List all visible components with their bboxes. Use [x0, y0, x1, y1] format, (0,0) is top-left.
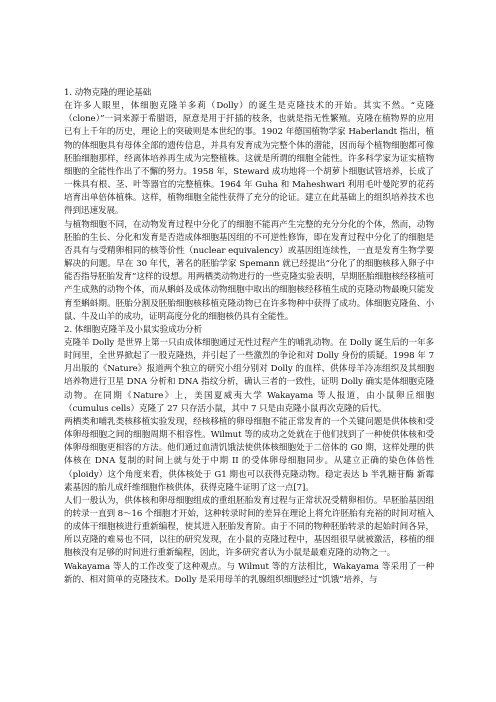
document-page — [64, 87, 434, 587]
paragraph-4: 两栖类和哺乳类核移植实验发现，经核移植的卵母细胞不能正常发育的一个关键问题是供体核和受体卵母细胞之间的细胞周期不相容性。Wilmut 等的成功之处就在于他们找到了一种使供体核和受体卵母细胞更相容的方法。他们通过血清饥饿法使供体核细胞处于二倍体的 G0 期，这样处理的供体核在 DNA 复制的时间上就与处于中期 II 的受体卵母细胞同步。从建立正确的染色体倍性（ploidy）这个角度来看，供体核处于 G1 期也可以获得克隆动物。稳定表达 b 半乳糖苷酶 新霉素基因的胎儿成纤维细胞作核供体，获得克隆牛证明了这一点[7]。 — [64, 416, 434, 493]
paragraph-1: 在许多人眼里，体细胞克隆羊多莉（Dolly）的诞生是克隆技术的开始。其实不然。“克隆（clone）”一词来源于希腊语，原意是用于扦插的枝条，也就是指无性繁殖。克隆在植物界的应用已有上千年的历史，理论上的突破则是本世纪的事。1902 年德国植物学家 Haberlandt 指出，植物的体细胞具有母体全部的遗传信息，并具有发育成为完整个体的潜能，因而每个植物细胞都可像胚胎细胞那样，经离体培养再生成为完整植株。这就是所谓的细胞全能性。许多科学家为证实植物细胞的全能性作出了不懈的努力。1958 年，Steward 成功地将一个胡萝卜细胞试管培养，长成了一株具有根、茎、叶等器官的完整植株。1964 年 Guha 和 Maheshwari 利用毛叶曼陀罗的花药培育出单倍体植株。这样，植物细胞全能性获得了充分的论证。建立在此基础上的组织培养技术也得到迅速发展。 — [64, 101, 434, 217]
section-heading-2: 2. 体细胞克隆羊及小鼠实验成功分析 — [64, 324, 203, 335]
paragraph-6: Wakayama 等人的工作改变了这种观点。与 Wilmut 等的方法相比，Wakayama 等采用了一种新的、相对简单的克隆技术。Dolly 是采用母羊的乳腺组织细胞经过“饥饿”培养，与 — [64, 561, 434, 585]
section-heading-1: 1. 动物克隆的理论基础 — [64, 88, 152, 98]
paragraph-3: 克隆羊 Dolly 是世界上第一只由成体细胞通过无性过程产生的哺乳动物。在 Dolly 诞生后的一年多时间里，全世界掀起了一股克隆热，并引起了一些激烈的争论和对 Dolly 身份的质疑。1998 年 7 月出版的《Nature》报道两个独立的研究小组分别对 Dolly 的血样、供体母羊冷冻组织及其细胞培养物进行卫星 DNA 分析和 DNA 指纹分析，确认三者的一致性，证明 Dolly 确实是体细胞克隆动物。在同期《Nature》上，美国夏威夷大学 Wakayama 等人报道，由小鼠卵丘细胞（cumulus cells）克隆了 27 只存活小鼠，其中 7 只是由克隆小鼠再次克隆的后代。 — [64, 337, 434, 414]
paragraph-2: 与植物细胞不同，在动物发育过程中分化了的细胞不能再产生完整的充分分化的个体，然而，动物胚胎的生长、分化和发育是否造成体细胞基因组的不可逆性修饰，即在发育过程中分化了的细胞是否具有与受精卵相同的核等价性（nuclear equivalency）或基因组连续性，一直是发育生物学要解决的问题。早在 30 年代，著名的胚胎学家 Spemann 就已经提出“分化了的细胞核移入卵子中能否指导胚胎发育”这样的设想。用两栖类动物进行的一些克隆实验表明，早期胚胎细胞核经移植可产生成熟的动物个体，而从蝌蚪及成体动物细胞中取出的细胞核经移植生成的克隆动物最晚只能发育至蝌蚪期。胚胎分割及胚胎细胞核移植克隆动物已在许多物种中获得了成功。体细胞克隆鱼、小鼠、牛及山羊的成功，证明高度分化的细胞核仍具有全能性。 — [64, 219, 434, 322]
paragraph-5: 人们一般认为，供体核和卵母细胞组成的重组胚胎发育过程与正常状况受精卵相仿。早胚胎基因组的转录一直到 8～16 个细胞才开始，这种转录时间的差异在理论上将允许胚胎有充裕的时间对植入的成体干细胞核进行重新编程，使其进入胚胎发育阶。由于不同的物种胚胎转录的起始时间各异，所以克隆的难易也不同，以往的研究发现，在小鼠的克隆过程中，基因组很早就被激活，移植的细胞核没有足够的时间进行重新编程，因此，许多研究者认为小鼠是最难克隆的动物之一。 — [64, 495, 434, 559]
